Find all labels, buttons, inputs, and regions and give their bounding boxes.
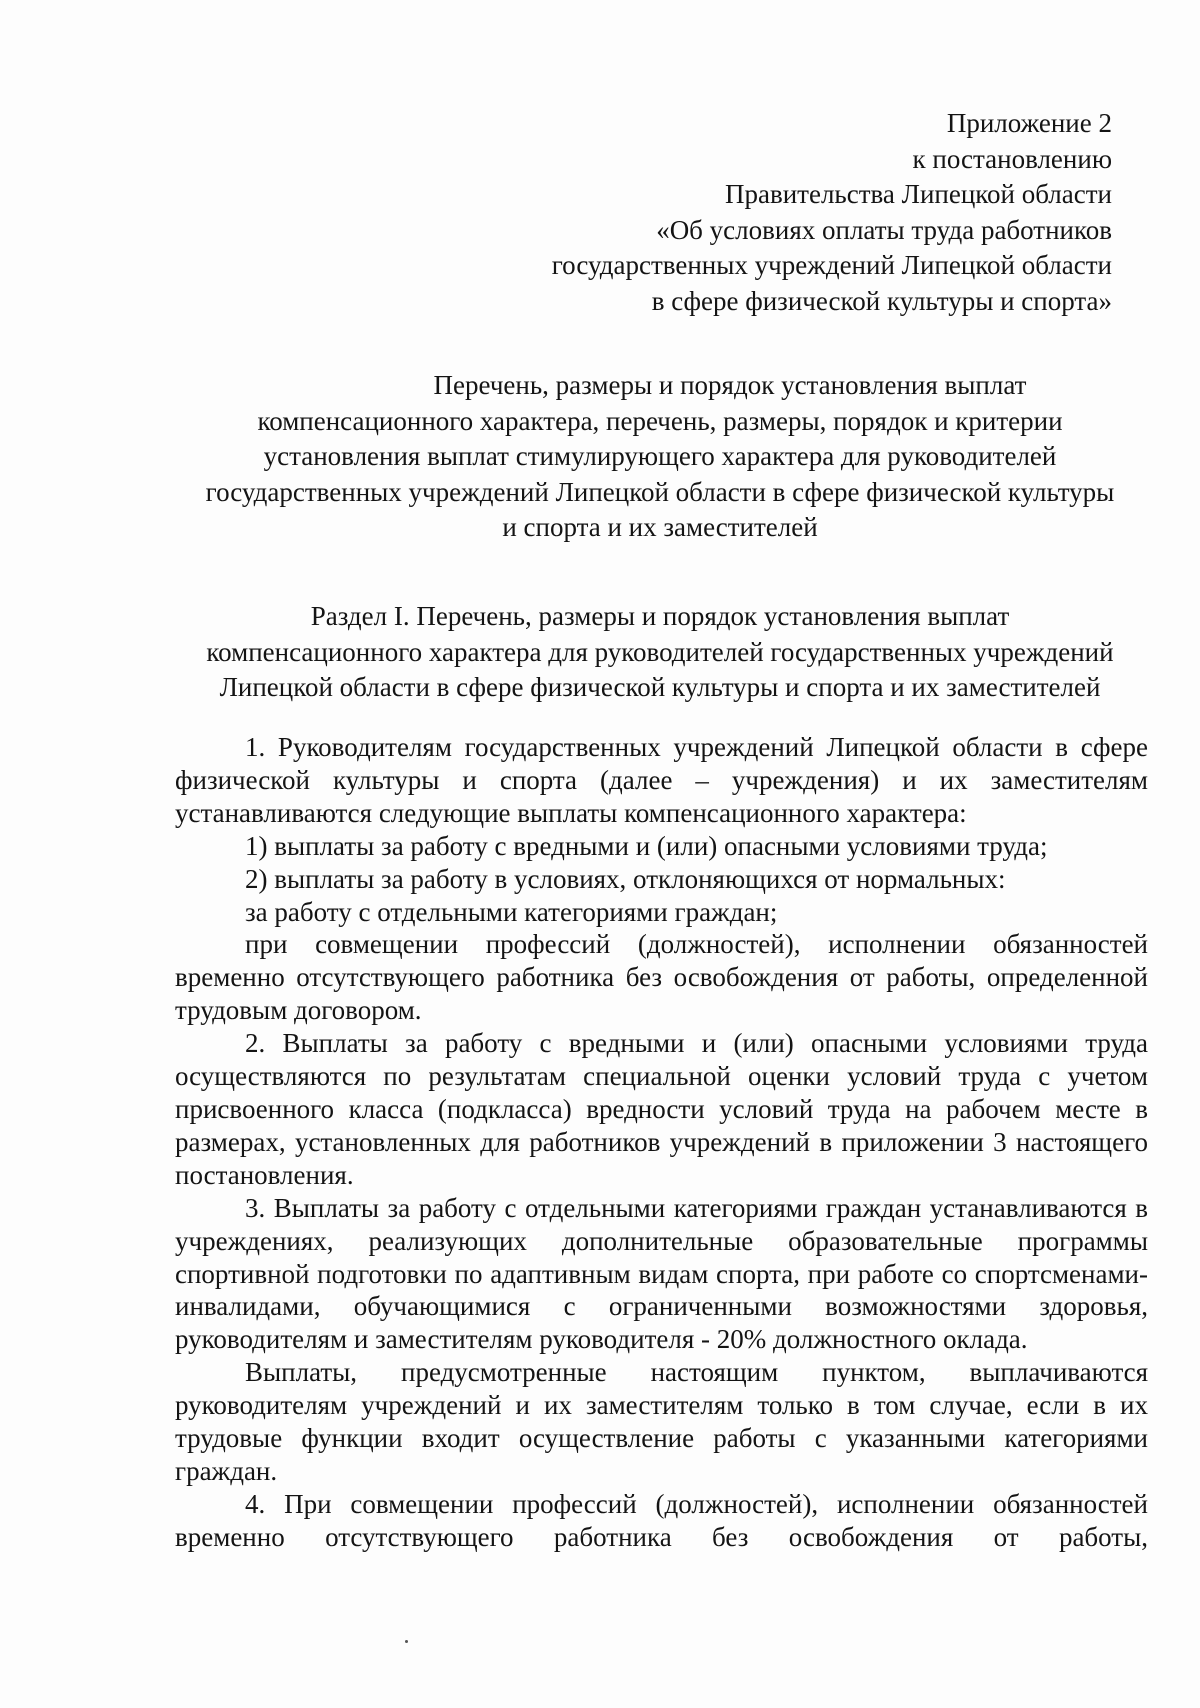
paragraph-5: 4. При совмещении профессий (должностей), исполнении обязанностей временно отсутствующего работника без освобождения от работы, [175,1488,1148,1552]
scan-speck [405,1640,408,1643]
appendix-line: государственных учреждений Липецкой области [551,250,1112,280]
title-line: государственных учреждений Липецкой области в сфере физической культуры [205,476,1115,507]
section-heading-line: Липецкой области в сфере физической культуры и спорта и их заместителей [219,672,1101,702]
title-line: компенсационного характера, перечень, размеры, порядок и критерии [257,405,1063,436]
paragraph-4: Выплаты, предусмотренные настоящим пунктом, выплачиваются руководителям учреждений и их заместителям только в том случае, если в их трудовые функции входит осуществление работы с указанными категориями граждан. [175,1357,1148,1486]
appendix-line: в сфере физической культуры и спорта» [651,285,1112,316]
list-item-2: 2) выплаты за работу в условиях, отклоняющихся от нормальных: [245,863,1006,894]
appendix-line: «Об условиях оплаты труда работников [656,214,1112,245]
section-heading-line: Раздел I. Перечень, размеры и порядок установления выплат [310,601,1010,631]
document-title [172,368,1148,546]
list-item-1: 1) выплаты за работу с вредными и (или) опасными условиями труда; [245,830,1048,861]
appendix-line: Приложение 2 [946,108,1112,138]
title-line: Перечень, размеры и порядок установления выплат [433,370,1027,400]
title-line: и спорта и их заместителей [502,512,818,542]
paragraph-3: 3. Выплаты за работу с отдельными категориями граждан устанавливаются в учреждениях, реализующих дополнительные образовательные программы спортивной подготовки по адаптивным видам спорта, при работе со спортсменами-инвалидами, обучающимися с ограниченными возможностями здоровья, руководителям и заместителям руководителя - 20% должностного оклада. [175,1192,1148,1355]
list-item-3: за работу с отдельными категориями граждан; [245,896,778,927]
appendix-header [552,106,1112,319]
section-heading [172,599,1148,706]
section-heading-line: компенсационного характера для руководителей государственных учреждений [206,636,1114,667]
appendix-line: к постановлению [912,143,1112,174]
paragraph-2: 2. Выплаты за работу с вредными и (или) опасными условиями труда осуществляются по результатам специальной оценки условий труда с учетом присвоенного класса (подкласса) вредности условий труда на рабочем месте в размерах, установленных для работников учреждений в приложении 3 настоящего постановления. [175,1028,1148,1190]
title-line: установления выплат стимулирующего характера для руководителей [263,441,1057,471]
document-body [175,731,1148,1554]
list-item-4: при совмещении профессий (должностей), исполнении обязанностей временно отсутствующего работника без освобождения от работы, определенной трудовым договором. [175,929,1148,1026]
paragraph-1: 1. Руководителям государственных учреждений Липецкой области в сфере физической культуры и спорта (далее – учреждения) и их заместителям устанавливаются следующие выплаты компенсационного характера: [175,732,1148,828]
appendix-line: Правительства Липецкой области [724,179,1112,209]
